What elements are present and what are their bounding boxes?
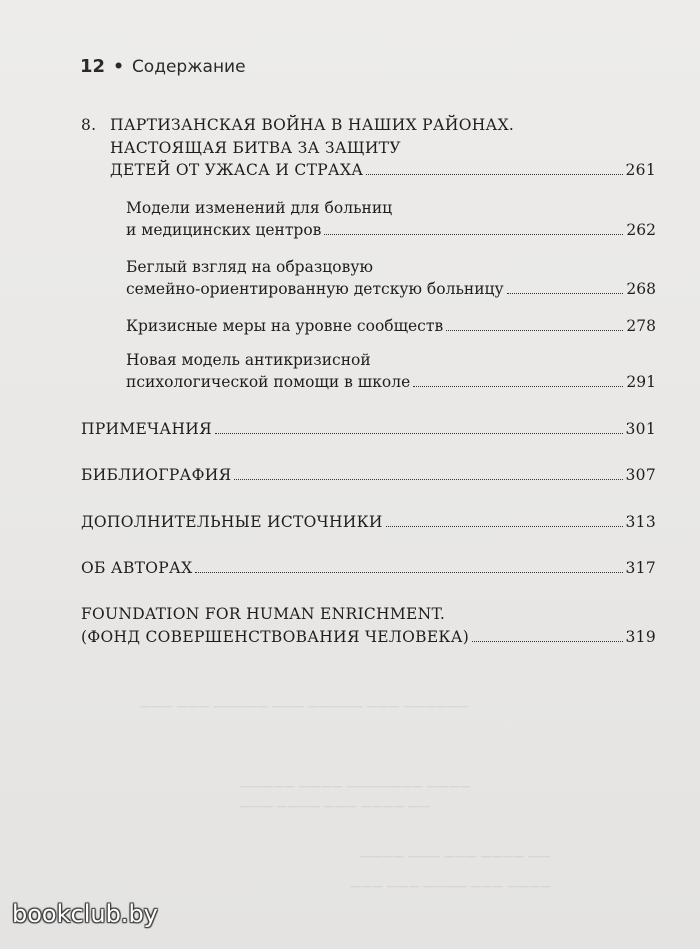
toc-entry — [81, 512, 656, 532]
section-title: ОБ АВТОРАХ — [81, 559, 193, 577]
leader-dots — [215, 432, 623, 434]
chapter-title-line: ПАРТИЗАНСКАЯ ВОЙНА В НАШИХ РАЙОНАХ. — [110, 116, 515, 134]
page-ref: 291 — [626, 373, 656, 391]
subentry-line: Модели изменений для больниц — [126, 199, 393, 217]
foundation-title-line: (ФОНД СОВЕРШЕНСТВОВАНИЯ ЧЕЛОВЕКА) — [81, 628, 470, 646]
subentry-line: Новая модель антикризисной — [126, 351, 371, 369]
section-title: ПРИМЕЧАНИЯ — [81, 420, 212, 438]
toc-entry — [81, 465, 656, 485]
leader-dots — [386, 525, 623, 527]
chapter-title-line: НАСТОЯЩАЯ БИТВА ЗА ЗАЩИТУ — [110, 139, 401, 157]
subentry-line: семейно-ориентированную детскую больницу — [126, 280, 504, 298]
toc-entry — [126, 372, 656, 392]
section-title: ДОПОЛНИТЕЛЬНЫЕ ИСТОЧНИКИ — [81, 513, 383, 531]
header-separator: • — [113, 57, 124, 77]
page-ref: 313 — [625, 513, 656, 531]
show-through-text: ——— ———— ——— ———— —— — [240, 800, 430, 813]
subentry-line: Кризисные меры на уровне сообществ — [126, 317, 444, 335]
toc-entry — [110, 160, 656, 180]
page-number: 12 — [80, 56, 106, 77]
toc-entry — [81, 419, 656, 439]
page-ref: 278 — [626, 317, 656, 335]
page-ref: 319 — [625, 628, 656, 646]
subentry-line: и медицинских центров — [126, 221, 322, 239]
page-ref: 307 — [625, 466, 656, 484]
foundation-title-line: FOUNDATION FOR HUMAN ENRICHMENT. — [81, 605, 446, 623]
chapter-number: 8. — [81, 116, 97, 134]
leader-dots — [324, 233, 623, 235]
show-through-text: ——— ——— ————— ——— ————— ——— —————— — [140, 700, 469, 713]
leader-dots — [446, 329, 623, 331]
leader-dots — [413, 385, 623, 387]
show-through-text: ——— ——— ———— ——— ———— — [350, 880, 551, 893]
page-ref: 268 — [626, 280, 656, 298]
leader-dots — [507, 292, 624, 294]
running-header — [80, 56, 246, 77]
show-through-text: ————— ———— ——————— ———— — [240, 780, 471, 793]
show-through-text: ———— ——— ——— ———— —— — [360, 850, 550, 863]
section-title: БИБЛИОГРАФИЯ — [81, 466, 232, 484]
site-watermark: bookclub.by — [12, 900, 158, 928]
page-ref: 301 — [625, 420, 656, 438]
subentry-line: психологической помощи в школе — [126, 373, 411, 391]
leader-dots — [234, 478, 622, 480]
leader-dots — [366, 173, 622, 175]
section-title: Содержание — [131, 57, 246, 77]
page-ref: 262 — [626, 221, 656, 239]
toc-entry — [126, 279, 656, 299]
toc-entry — [81, 558, 656, 578]
toc-entry — [81, 627, 656, 647]
chapter-title-line: ДЕТЕЙ ОТ УЖАСА И СТРАХА — [110, 161, 364, 179]
page-ref: 261 — [625, 161, 656, 179]
toc-entry — [126, 316, 656, 336]
leader-dots — [472, 640, 622, 642]
leader-dots — [195, 571, 622, 573]
subentry-line: Беглый взгляд на образцовую — [126, 258, 373, 276]
page-ref: 317 — [625, 559, 656, 577]
toc-entry — [126, 220, 656, 240]
